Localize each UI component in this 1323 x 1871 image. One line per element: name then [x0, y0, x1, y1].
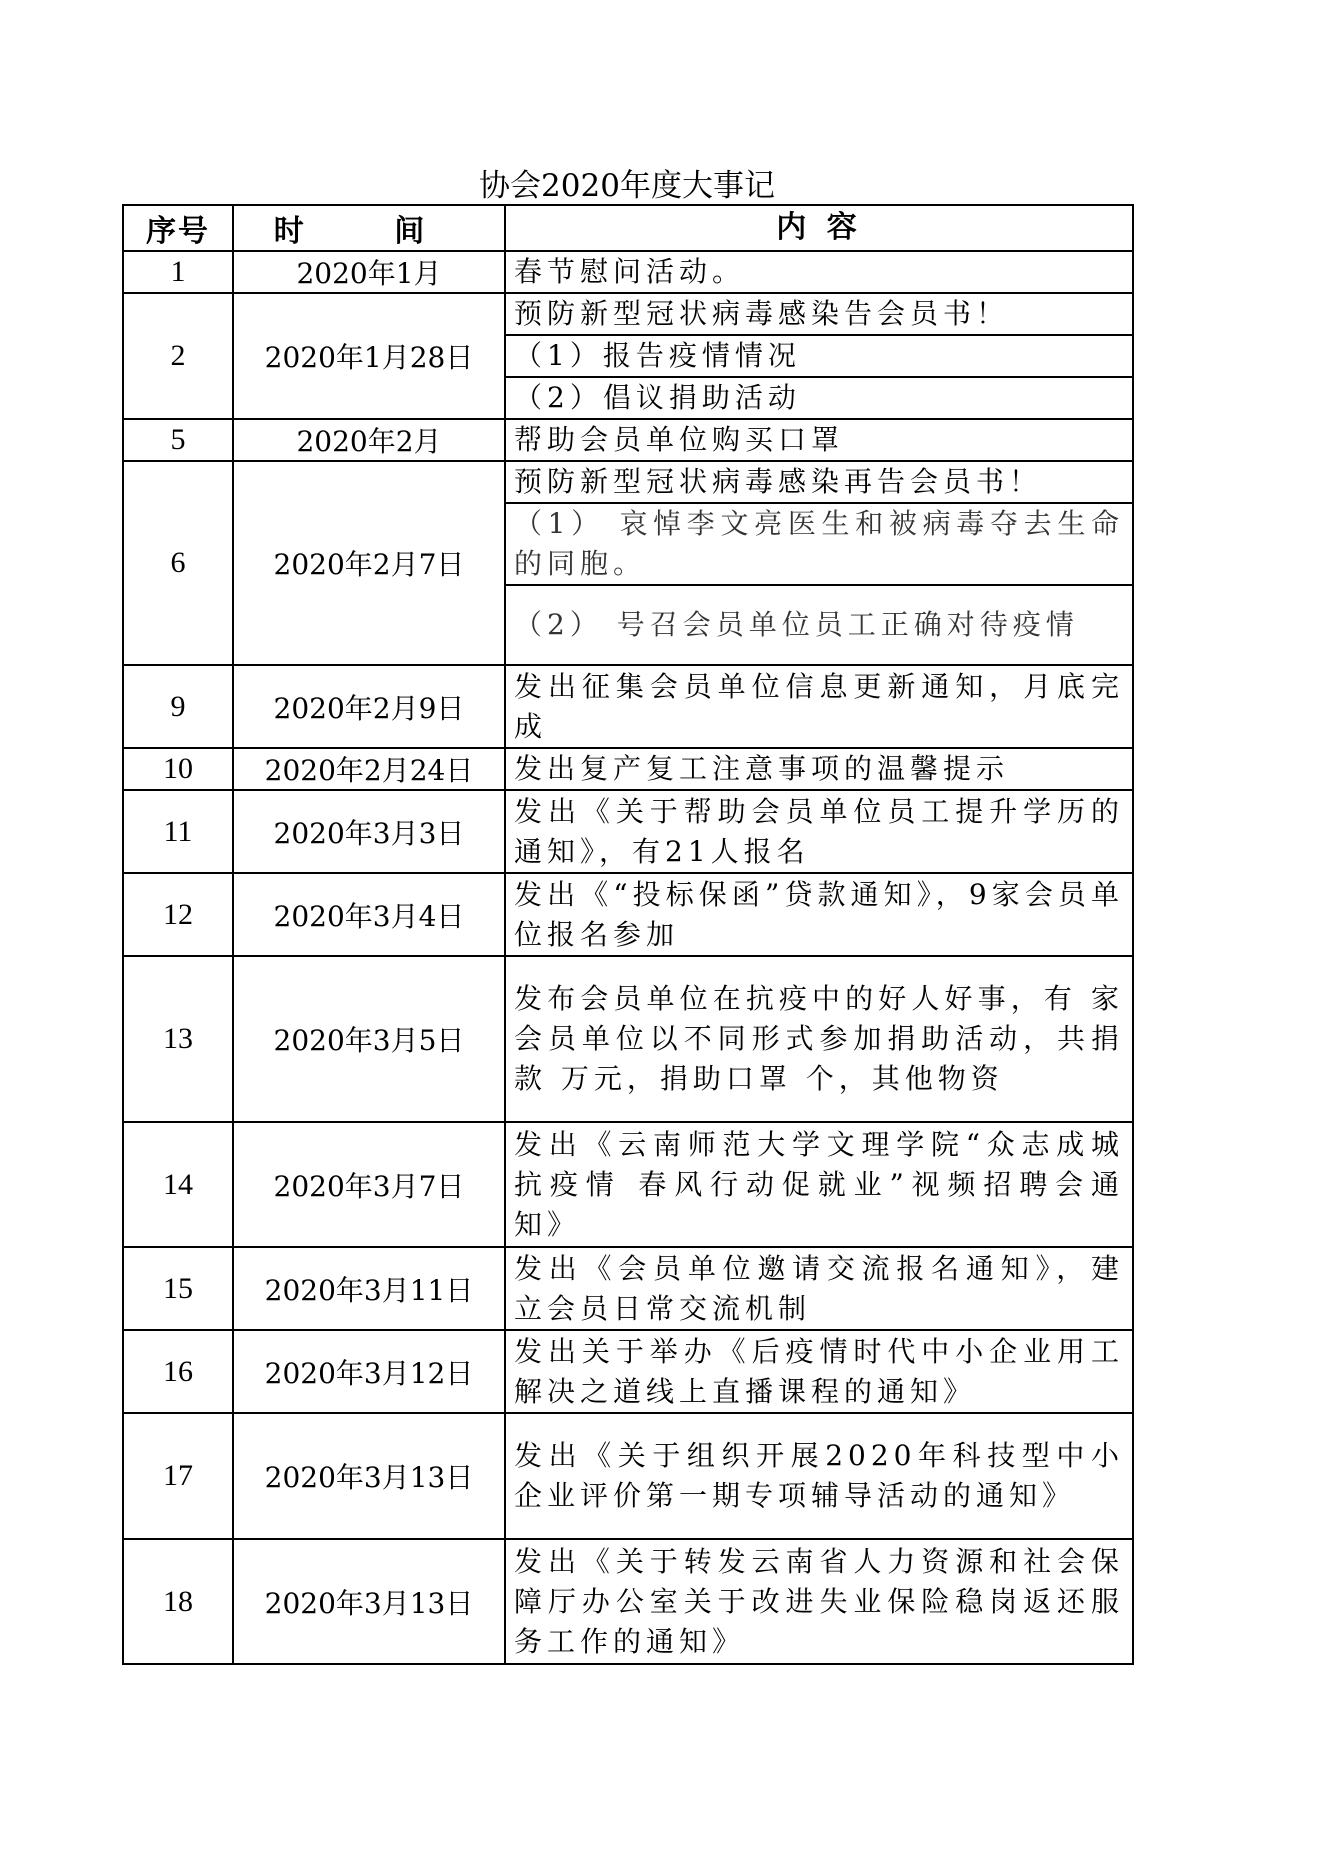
table-row [123, 461, 1133, 503]
row-date: 2020年2月7日 [233, 461, 505, 665]
row-content: （1）报告疫情情况 [505, 335, 1133, 377]
header-num: 序号 [123, 205, 233, 251]
row-number: 1 [123, 251, 233, 293]
row-number: 15 [123, 1247, 233, 1330]
row-content: 发出《关于帮助会员单位员工提升学历的通知》，有21人报名 [505, 790, 1133, 873]
row-date: 2020年3月12日 [233, 1330, 505, 1413]
table-row [123, 293, 1133, 335]
row-content: 发出《“投标保函”贷款通知》，9家会员单位报名参加 [505, 873, 1133, 956]
row-date: 2020年3月11日 [233, 1247, 505, 1330]
page-title: 协会2020年度大事记 [479, 168, 775, 204]
row-content: （2）倡议捐助活动 [505, 377, 1133, 419]
table-row [123, 1330, 1133, 1413]
row-content: 发布会员单位在抗疫中的好人好事，有 家会员单位以不同形式参加捐助活动，共捐款 万元，捐助口罩 个，其他物资 [505, 956, 1133, 1122]
row-date: 2020年1月28日 [233, 293, 505, 419]
table-row [123, 748, 1133, 790]
row-content: 发出关于举办《后疫情时代中小企业用工解决之道线上直播课程的通知》 [505, 1330, 1133, 1413]
table-header-row [123, 205, 1133, 251]
row-number: 16 [123, 1330, 233, 1413]
row-content: 春节慰问活动。 [505, 251, 1133, 293]
row-content: 发出《关于转发云南省人力资源和社会保障厅办公室关于改进失业保险稳岗返还服务工作的通知》 [505, 1539, 1133, 1664]
row-date: 2020年1月 [233, 251, 505, 293]
row-number: 17 [123, 1413, 233, 1539]
events-table [122, 204, 1134, 1665]
table-row [123, 873, 1133, 956]
table-row [123, 1122, 1133, 1247]
header-content: 内 容 [505, 205, 1133, 251]
row-content: （2） 号召会员单位员工正确对待疫情 [505, 585, 1133, 665]
row-date: 2020年3月13日 [233, 1539, 505, 1664]
row-date: 2020年3月5日 [233, 956, 505, 1122]
row-number: 18 [123, 1539, 233, 1664]
table-row [123, 419, 1133, 461]
row-number: 2 [123, 293, 233, 419]
row-content: 发出征集会员单位信息更新通知，月底完成 [505, 665, 1133, 748]
header-time: 时 间 [233, 205, 505, 251]
row-date: 2020年3月4日 [233, 873, 505, 956]
row-number: 13 [123, 956, 233, 1122]
row-content: 发出《会员单位邀请交流报名通知》，建立会员日常交流机制 [505, 1247, 1133, 1330]
row-content: 预防新型冠状病毒感染告会员书！ [505, 293, 1133, 335]
row-date: 2020年2月 [233, 419, 505, 461]
row-content: 发出复产复工注意事项的温馨提示 [505, 748, 1133, 790]
table-row [123, 1247, 1133, 1330]
table-row [123, 1413, 1133, 1539]
table-row [123, 956, 1133, 1122]
row-number: 5 [123, 419, 233, 461]
row-number: 11 [123, 790, 233, 873]
row-content: （1） 哀悼李文亮医生和被病毒夺去生命的同胞。 [505, 503, 1133, 585]
row-content: 预防新型冠状病毒感染再告会员书！ [505, 461, 1133, 503]
row-date: 2020年2月24日 [233, 748, 505, 790]
row-date: 2020年2月9日 [233, 665, 505, 748]
row-number: 6 [123, 461, 233, 665]
row-number: 12 [123, 873, 233, 956]
table-row [123, 665, 1133, 748]
row-number: 9 [123, 665, 233, 748]
row-content: 发出《云南师范大学文理学院“众志成城抗疫情 春风行动促就业”视频招聘会通知》 [505, 1122, 1133, 1247]
row-content: 帮助会员单位购买口罩 [505, 419, 1133, 461]
row-number: 14 [123, 1122, 233, 1247]
table-row [123, 1539, 1133, 1664]
row-date: 2020年3月7日 [233, 1122, 505, 1247]
row-date: 2020年3月13日 [233, 1413, 505, 1539]
table-row [123, 790, 1133, 873]
row-date: 2020年3月3日 [233, 790, 505, 873]
table-row [123, 251, 1133, 293]
row-number: 10 [123, 748, 233, 790]
row-content: 发出《关于组织开展2020年科技型中小企业评价第一期专项辅导活动的通知》 [505, 1413, 1133, 1539]
